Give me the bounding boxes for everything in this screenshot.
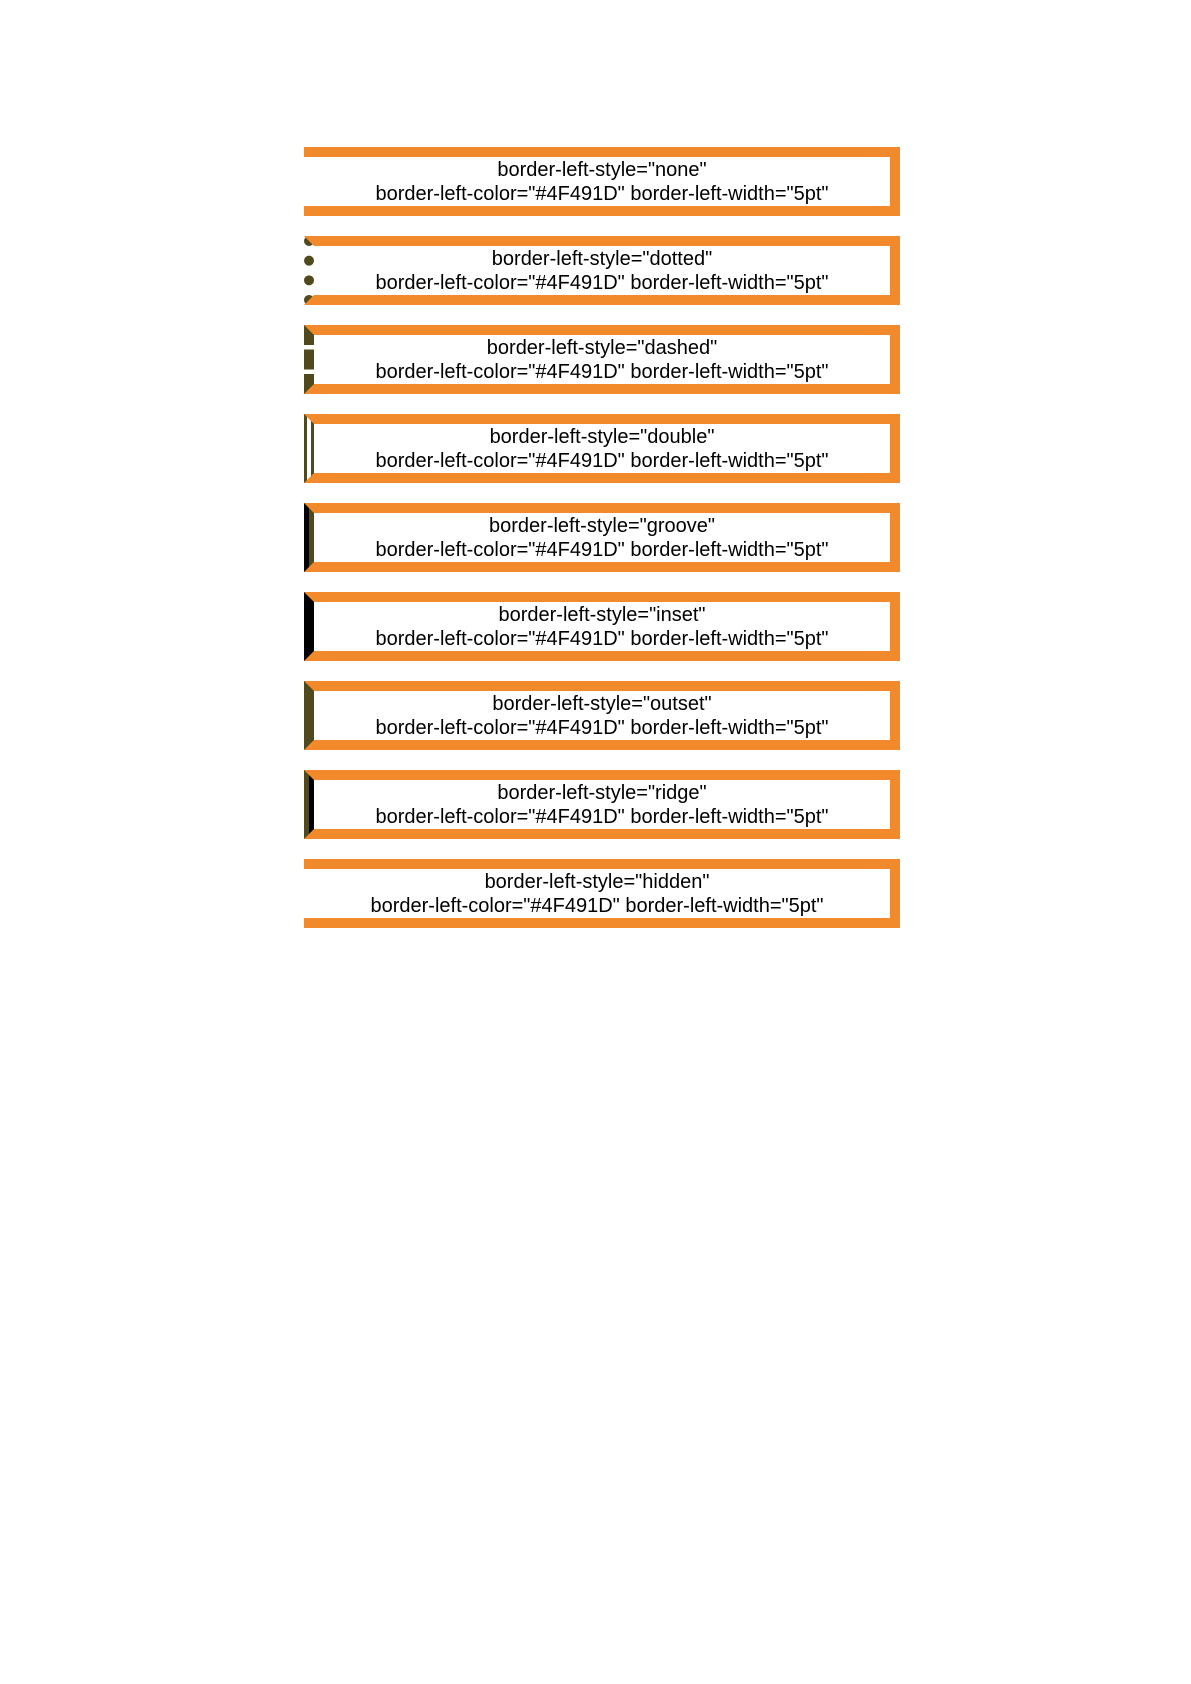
sample-color-width-label: border-left-color="#4F491D" border-left-width="5pt" — [375, 717, 829, 739]
border-style-sample-list — [304, 147, 900, 928]
sample-box-dashed — [304, 325, 900, 394]
sample-box-none — [304, 147, 900, 216]
sample-box-outset — [304, 681, 900, 750]
sample-style-label: border-left-style="ridge" — [497, 782, 707, 804]
sample-color-width-label: border-left-color="#4F491D" border-left-width="5pt" — [375, 361, 829, 383]
sample-style-label: border-left-style="groove" — [489, 515, 715, 537]
sample-style-label: border-left-style="inset" — [498, 604, 706, 626]
sample-color-width-label: border-left-color="#4F491D" border-left-width="5pt" — [375, 539, 829, 561]
sample-box-hidden — [304, 859, 900, 928]
sample-color-width-label: border-left-color="#4F491D" border-left-width="5pt" — [375, 272, 829, 294]
sample-style-label: border-left-style="hidden" — [484, 871, 710, 893]
sample-box-dotted — [304, 236, 900, 305]
sample-style-label: border-left-style="dotted" — [491, 248, 713, 270]
sample-color-width-label: border-left-color="#4F491D" border-left-width="5pt" — [375, 628, 829, 650]
sample-style-label: border-left-style="none" — [497, 159, 707, 181]
sample-style-label: border-left-style="dashed" — [486, 337, 718, 359]
sample-box-double — [304, 414, 900, 483]
sample-color-width-label: border-left-color="#4F491D" border-left-width="5pt" — [375, 806, 829, 828]
sample-style-label: border-left-style="double" — [489, 426, 715, 448]
sample-style-label: border-left-style="outset" — [492, 693, 712, 715]
sample-box-groove — [304, 503, 900, 572]
sample-color-width-label: border-left-color="#4F491D" border-left-width="5pt" — [375, 183, 829, 205]
sample-color-width-label: border-left-color="#4F491D" border-left-width="5pt" — [375, 450, 829, 472]
sample-box-inset — [304, 592, 900, 661]
sample-color-width-label: border-left-color="#4F491D" border-left-width="5pt" — [370, 895, 824, 917]
sample-box-ridge — [304, 770, 900, 839]
